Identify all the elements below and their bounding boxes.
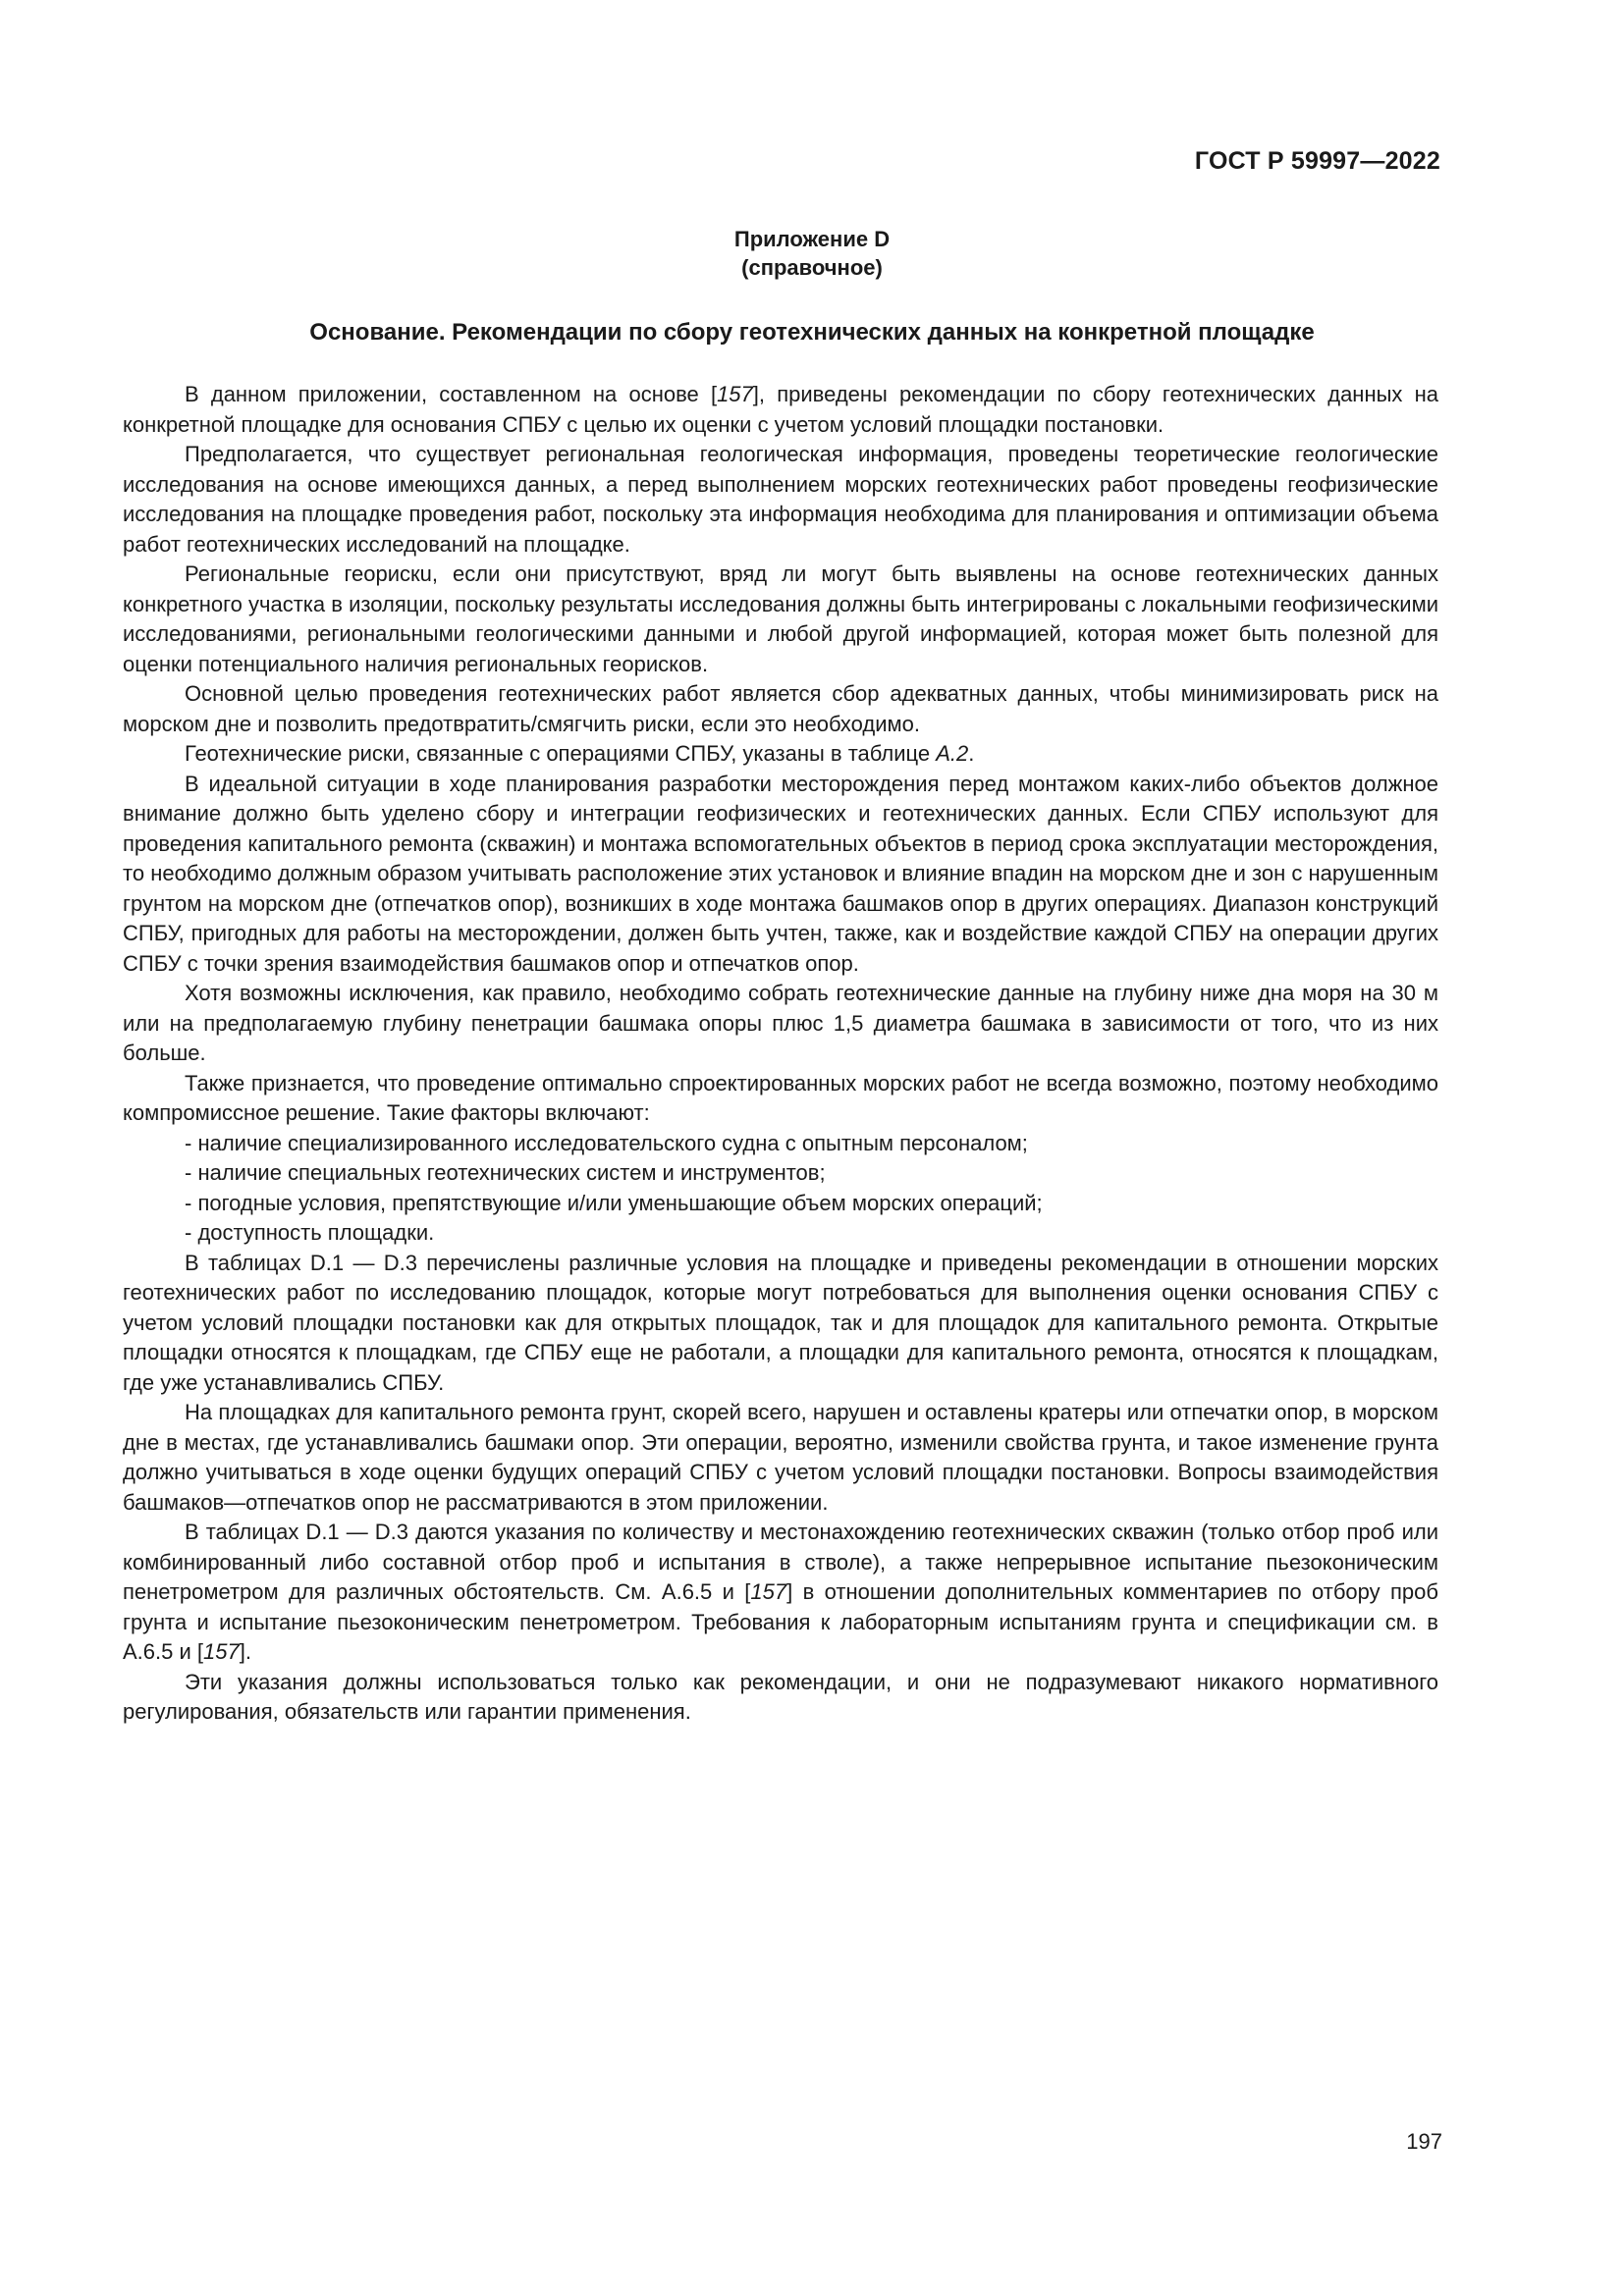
paragraph-11: В таблицах D.1 — D.3 даются указания по количеству и местонахождению геотехнических скважин (только отбор проб или комбинированный либо составной отбор проб и испытания в стволе), а также непрерывное испытание пьезоконическим пенетрометром для различных обстоятельств. См. А.6.5 и [157] в отношении дополнительных комментариев по отбору проб грунта и испытание пьезоконическим пенетрометром. Требования к лабораторным испытаниям грунта и спецификации см. в А.6.5 и [157].: [123, 1520, 1439, 1664]
paragraph-8: Также признается, что проведение оптимально спроектированных морских работ не всегда возможно, поэтому необходимо компромиссное решение. Такие факторы включают:: [123, 1070, 1438, 1125]
paragraph-10: На площадках для капитального ремонта грунт, скорей всего, нарушен и оставлены кратеры или отпечатки опор, в морском дне в местах, где устанавливались башмаки опор. Эти операции, вероятно, изменили свойства грунта, и такое изменение грунта должно учитываться в ходе оценки будущих операций СПБУ с учетом условий площадки постановки. Вопросы взаимодействия башмаков—отпечатков опор не рассматриваются в этом приложении.: [123, 1400, 1438, 1515]
table-reference: А.2: [936, 741, 969, 766]
list-item: - доступность площадки.: [185, 1220, 435, 1245]
appendix-kind: (справочное): [741, 255, 883, 280]
paragraph-2: Предполагается, что существует региональная геологическая информация, проведены теоретические геологические исследования на основе имеющихся данных, а перед выполнением морских геотехнических работ проведены геофизические исследования на площадке проведения работ, поскольку эта информация необходима для планирования и оптимизации объема работ геотехнических исследований на площадке.: [123, 442, 1438, 557]
reference-157: 157: [750, 1579, 787, 1604]
list-item: - наличие специальных геотехнических систем и инструментов;: [185, 1160, 826, 1185]
paragraph-1: В данном приложении, составленном на основе [157], приведены рекомендации по сбору геотехнических данных на конкретной площадке для основания СПБУ с целью их оценки с учетом условий площадки постановки.: [123, 382, 1438, 437]
page-number: 197: [1406, 2129, 1442, 2154]
appendix-label: Приложение D: [733, 227, 891, 251]
appendix-heading: [0, 225, 1624, 282]
list-item: - погодные условия, препятствующие и/или уменьшающие объем морских операций;: [185, 1190, 1043, 1215]
body-text: [123, 380, 1438, 1728]
document-code: ГОСТ Р 59997—2022: [1194, 147, 1440, 175]
section-title: Основание. Рекомендации по сбору геотехнических данных на конкретной площадке: [309, 319, 1315, 346]
paragraph-7: Хотя возможны исключения, как правило, необходимо собрать геотехнические данные на глубину ниже дна моря на 30 м или на предполагаемую глубину пенетрации башмака опоры плюс 1,5 диаметра башмака в зависимости от того, что из них больше.: [123, 981, 1438, 1065]
reference-157: 157: [717, 382, 753, 406]
paragraph-3: Региональные георискu, если они присутствуют, вряд ли могут быть выявлены на основе геотехнических данных конкретного участка в изоляции, поскольку результаты исследования должны быть интегрированы с локальными геофизическими исследованиями, региональными геологическими данными и любой другой информацией, которая может быть полезной для оценки потенциального наличия региональных георисков.: [123, 561, 1438, 676]
paragraph-4: Основной целью проведения геотехнических работ является сбор адекватных данных, чтобы минимизировать риск на морском дне и позволить предотвратить/смягчить риски, если это необходимо.: [123, 681, 1438, 736]
paragraph-5: Геотехнические риски, связанные с операциями СПБУ, указаны в таблице А.2.: [185, 741, 975, 766]
list-item: - наличие специализированного исследовательского судна с опытным персоналом;: [185, 1130, 1028, 1155]
paragraph-9: В таблицах D.1 — D.3 перечислены различные условия на площадке и приведены рекомендации в отношении морских геотехнических работ по исследованию площадок, которые могут потребоваться для выполнения оценки основания СПБУ с учетом условий площадки постановки как для открытых площадок, так и для площадок для капитального ремонта. Открытые площадки относятся к площадкам, где СПБУ еще не работали, а площадки для капитального ремонта, относятся к площадкам, где уже устанавливались СПБУ.: [123, 1250, 1438, 1395]
paragraph-12: Эти указания должны использоваться только как рекомендации, и они не подразумевают никакого нормативного регулирования, обязательств или гарантии применения.: [123, 1669, 1438, 1724]
paragraph-6: В идеальной ситуации в ходе планирования разработки месторождения перед монтажом каких-либо объектов должное внимание должно быть уделено сбору и интеграции геофизических и геотехнических данных. Если СПБУ используют для проведения капитального ремонта (скважин) и монтажа вспомогательных объектов в период срока эксплуатации месторождения, то необходимо должным образом учитывать расположение этих установок и влияние впадин на морском дне и зон с нарушенным грунтом на морском дне (отпечатков опор), возникших в ходе монтажа башмаков опор в других операциях. Диапазон конструкций СПБУ, пригодных для работы на месторождении, должен быть учтен, также, как и воздействие каждой СПБУ на операции других СПБУ с точки зрения взаимодействия башмаков опор и отпечатков опор.: [123, 771, 1438, 976]
reference-157: 157: [203, 1639, 240, 1664]
